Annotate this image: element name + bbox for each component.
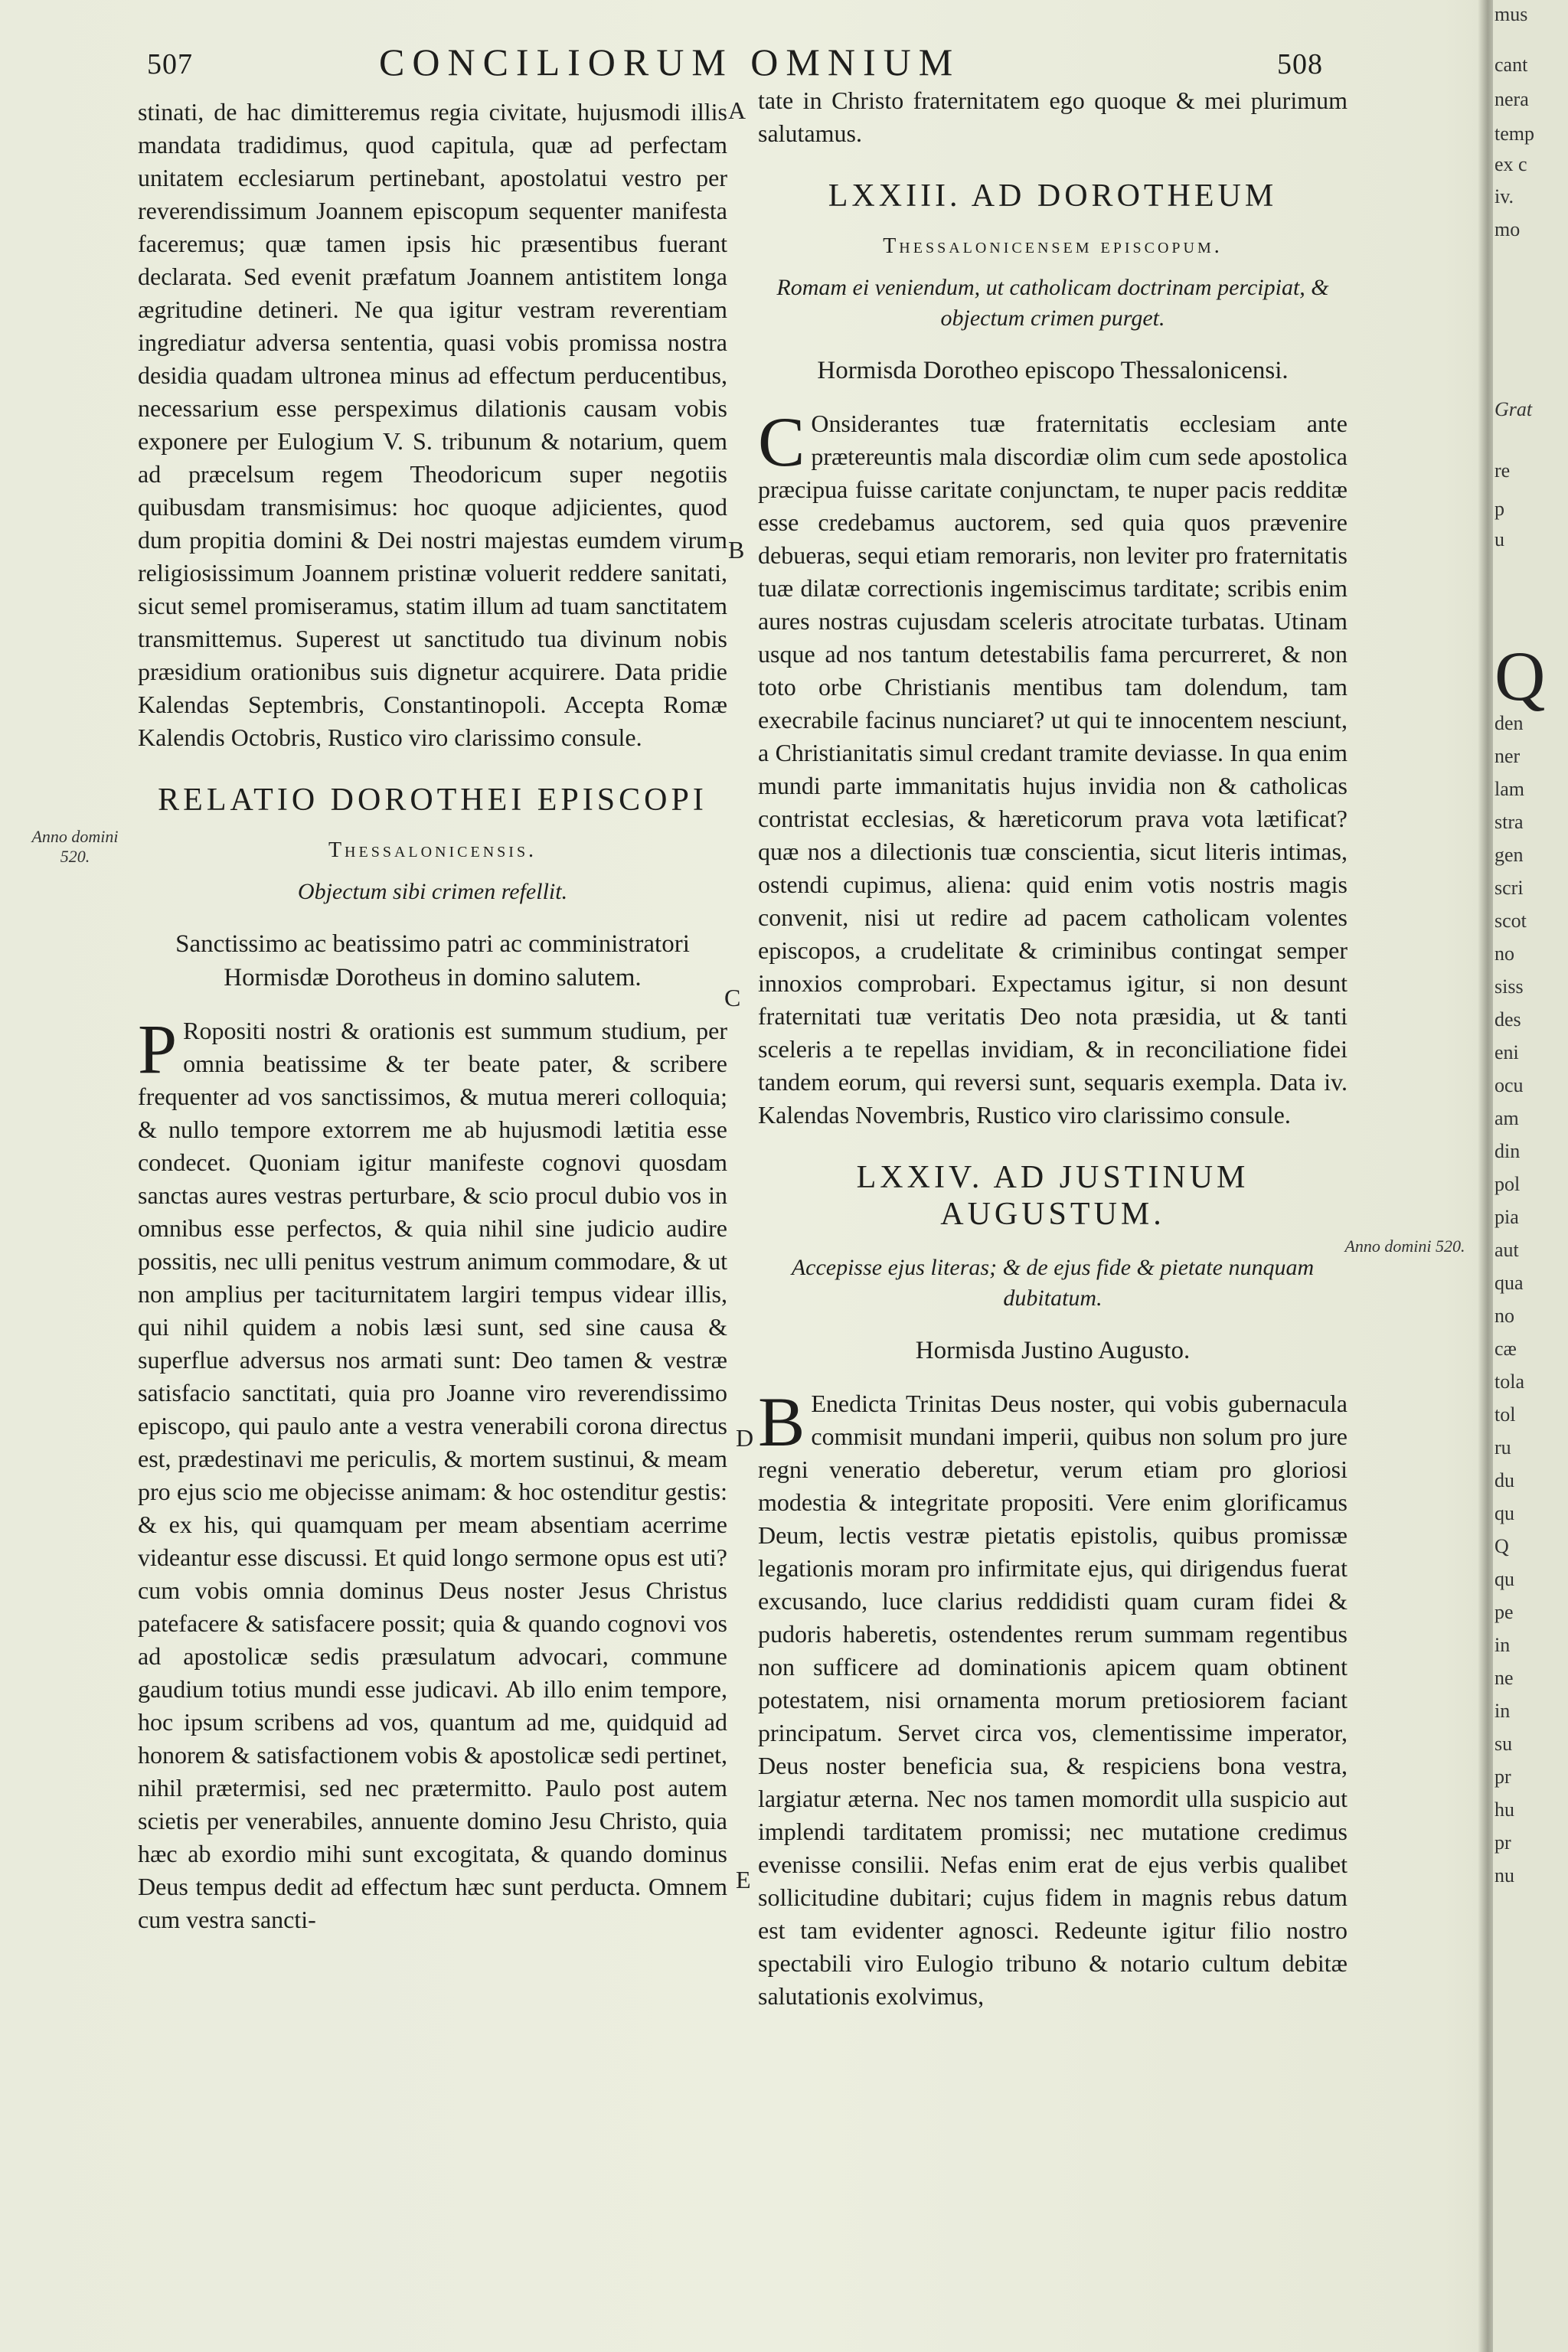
next-page-fragment: qua [1494,1272,1524,1294]
next-page-fragment: ocu [1494,1074,1524,1096]
marker-d: D [736,1424,754,1452]
next-page-fragment: no [1494,942,1514,965]
relatio-salutation: Sanctissimo ac beatissimo patri ac comministratori Hormisdæ Dorotheus in domino salutem. [175,930,690,991]
page-number-right: 508 [1277,48,1323,80]
page-header [0,40,1493,86]
relatio-subheading: Thessalonicensis. [328,838,537,862]
marker-e: E [736,1866,751,1893]
right-continuation-text: tate in Christo fraternitatem ego quoque & mei plurimum salutamus. [758,87,1348,147]
next-page-fragment: pr [1494,1831,1511,1854]
letter-73-heading: LXXIII. AD DOROTHEUM [828,178,1278,214]
letter-74-body-text: Enedicta Trinitas Deus noster, qui vobis gubernacula commisit mundani imperii, quibus non solum pro jure regni veneratio deberetur, verum etiam pro gloriosi modestia & integritate propositi. Vere enim glorificamus Deum, lectis vestræ pietatis epistolis, quibus promissæ legationis moram pro infirmitate ejus, qui dirigendus fuerat excusando, luce clarius reddidisti quam curam fidei & pudoris haberetis, ostendentes rerum summam regentibus non sufficere ad dominationis apicem quam obtinent potestatem, nisi ornamenta morum pretiosiorem faciant principatum. Servet circa vos, clementissime imperator, Deus noster beneficia sua, & respiciens bona vestra, largiatur æterna. Nec nos tamen momordit ulla suspicio aut implendi tarditatem promissi; nec mutatione credimus evenisse consilii. Nefas enim erat de ejus verbis qualibet sollicitudine dubitari; cujus fidem in magnis rebus datum est tam evidenter agnosci. Redeunte igitur filio nostro spectabili viro Eulogio tribuno & notario cultum debitæ salutationis exolvimus, [758,1390,1348,2010]
next-page-fragment: tol [1494,1403,1516,1426]
next-page-fragment: eni [1494,1041,1519,1063]
next-page-fragment: ner [1494,745,1521,767]
next-page-fragment: qu [1494,1502,1514,1524]
next-page-fragment: su [1494,1733,1513,1755]
margin-note-year-left: Anno domini 520. [31,827,119,866]
next-page-fragment: no [1494,1305,1514,1327]
next-page-fragment: p [1494,498,1504,520]
next-page-fragment: ne [1494,1667,1514,1689]
next-page-fragment: temp [1494,122,1534,145]
next-page-fragment: cæ [1494,1338,1517,1360]
next-page-fragment: in [1494,1634,1511,1656]
next-page-fragment: scri [1494,877,1524,899]
margin-note-year-right: Anno domini 520. [1344,1236,1465,1256]
next-page-fragment: iv. [1494,185,1514,207]
relatio-body [138,1010,727,1936]
page-number-left: 507 [147,48,193,80]
letter-74-heading: LXXIV. AD JUSTINUM AUGUSTUM. [856,1160,1250,1232]
next-page-fragment: pr [1494,1766,1511,1788]
next-page-fragment: gen [1494,844,1524,866]
next-page-fragment: pe [1494,1601,1514,1623]
left-continuation-text: stinati, de hac dimitteremus regia civitate, hujusmodi illis mandata tradidimus, quod capitula, quæ ad perfectam unitatem ecclesiarum pertinebant, apostolatui vestro per reverendissimum Joannem episcopum sequenter manifesta faceremus; quæ tamen ipsis hic præsentibus fuerant declarata. Sed evenit præfatum Joannem antistitem longa ægritudine detineri. Ne qua igitur vestram reverentiam ingrediatur adversa sententia, quasi vobis promissa nostra desidia quadam ultronea minus ad effectum perducentibus, necessarium esse perspeximus dilationis causam vobis exponere per Eulogium V. S. tribunum & notarium, quem ad præcelsum regem Theodoricum super negotiis quibusdam transmisimus: hoc quoque adjicientes, quod dum propitia domini & Dei nostri majestas eumdem virum religiosissimum Joannem pristinæ voluerit reddere sanitati, sicut semel promiseramus, statim illum ad tuam sanctitatem transmittemus. Superest ut sanctitudo tua divinum nobis præsidium orationibus suis dignetur acquirere. Data pridie Kalendas Septembris, Constantinopoli. Accepta Romæ Kalendis Octobris, Rustico viro clarissimo consule. [138,98,727,751]
next-page-fragment: in [1494,1700,1511,1722]
next-page-dropcap: Q [1494,637,1546,715]
next-page-fragment: mus [1494,3,1528,25]
letter-74-body [758,1383,1348,2013]
next-page-fragment: stra [1494,811,1524,833]
letter-74-summary: Accepisse ejus literas; & de ejus fide & pietate nunquam dubitatum. [791,1255,1315,1311]
next-page-fragment: nera [1494,88,1529,110]
letter-73-body-text: Onsiderantes tuæ fraternitatis ecclesiam ante prætereuntis mala discordiæ olim cum sede apostolica præcipua fuisse caritate conjunctam, te nuper pacis redditæ esse credebamus auctorem, sed quia quos prævenire debueras, sequi etiam remoraris, non leviter pro fraternitatis tuæ dilatæ correctionis ingemiscimus tarditate; scribis enim aures nostras cujusdam sceleris atrocitate turbatas. Utinam usque ad nos tantum detestabilis fama percurreret, & non toto orbe Christianis mentibus tam dolendum, tam execrabile facinus nunciaret? ut qui te innocentem nesciunt, a Christianitatis simul credant tramite deviasse. In qua enim mundi parte immanitatis hujus invidia non & catholicas contristat ecclesias, & hæreticorum prava vota lætificat? quæ nos a dilectionis tuæ conscientia, sicut literis intimas, ostendi cupimus, aliena: quid enim votis nostris magis convenit, nisi ut redire ad pacem catholicam volentes episcopos, a crudelitate & criminibus contingat semper innoxios comprobari. Expectamus igitur, si non desunt fraternitati tuæ veritatis Deo nota præsidia, ut & tanti sceleris a te repellas invidiam, & in reconciliatione fidei tandem eorum, qui reversi sunt, sequaris exempla. Data iv. Kalendas Novembris, Rustico viro clarissimo consule. [758,410,1348,1129]
next-page-fragment: aut [1494,1239,1519,1261]
next-page-fragment: din [1494,1140,1521,1162]
next-page-fragment: ru [1494,1436,1511,1459]
dropcap-c: C [758,403,805,481]
next-page-fragment: scot [1494,910,1527,932]
next-page-fragment: tola [1494,1370,1524,1393]
next-page-fragment: siss [1494,975,1524,998]
relatio-summary: Objectum sibi crimen refellit. [297,879,568,904]
next-page-fragment: pol [1494,1173,1521,1195]
relatio-body-text: Ropositi nostri & orationis est summum studium, per omnia beatissime & ter beate pater, & scribere frequenter ad vos sanctissimos, & mutua mereri colloquia; & nullo tempore extorrem me ab hujusmodi lætitia esse condecet. Quoniam igitur manifeste cognovi quosdam sanctas aures vestras perturbare, & scio procul dubio vos in omnibus esse perfectos, & quia nihil sine judicio audire possitis, nec ulli penitus vestrum animum commodare, & ut non amplius per taciturnitatem largiri tempus videar illis, qui nihil quidem a nobis læsi sunt, sed sine causa & superflue adversus nos armati sunt: Deo tamen & vestræ satisfacio sanctitati, quia pro Joanne viro reverendissimo episcopo, qui paulo ante a vestra venerabili corona directus est, prædestinavi me periculis, & mortem sustinui, & meam pro ejus scio me objecisse animam: & hoc ostenditur gestis: & ex his, qui quamquam per meam absentiam acerrime videantur esse discussi. Et quid longo sermone opus est uti? cum vobis omnia dominus Deus noster Jesus Christus patefacere & satisfacere possit; quia & quando cognovi vos ad apostolicæ sedis præsulatum advocari, commune gaudium totius mundi esse judicavi. Ab illo enim tempore, hoc ipsum scribens ad vos, quantum ad me, quidquid ad honorem & satisfactionem vobis & apostolicæ sedi pertinet, nihil prætermisi, sed nec prætermitto. Paulo post autem scietis per venerabiles, annuente domino Jesu Christo, quia hæc ab exordio mihi sunt excogitata, & quando dominus Deus tempus dedit ad effectum hæc sunt perducta. Omnem cum vestra sancti- [138,1017,727,1933]
next-page-fragment: nu [1494,1864,1514,1886]
next-page-fragment: re [1494,459,1511,482]
dropcap-p: P [138,1010,178,1088]
next-page-fragment: ex c [1494,153,1527,175]
right-column [758,84,1348,2013]
gutter-shadow [1478,0,1494,2352]
next-page-fragment: du [1494,1469,1514,1491]
marker-c: C [724,984,741,1011]
next-page-fragment: Grat [1494,398,1533,420]
running-title: CONCILIORUM OMNIUM [379,41,961,83]
left-column [138,96,727,1936]
next-page-edge [1493,0,1568,2352]
next-page-fragment: den [1494,712,1524,734]
letter-73-salutation: Hormisda Dorotheo episcopo Thessalonicensi. [817,357,1289,384]
relatio-heading: RELATIO DOROTHEI EPISCOPI [158,782,707,818]
next-page-fragment: mo [1494,218,1521,240]
marker-b: B [728,536,745,564]
next-page-fragment: cant [1494,54,1528,76]
next-page-fragment: u [1494,528,1504,550]
letter-73-body [758,403,1348,1132]
letter-74-salutation: Hormisda Justino Augusto. [915,1337,1191,1364]
next-page-fragment: lam [1494,778,1524,800]
next-page-fragment: pia [1494,1206,1519,1228]
marker-a: A [728,96,746,124]
dropcap-b: B [758,1383,805,1461]
next-page-fragment: am [1494,1107,1519,1129]
letter-73-subheading: Thessalonicensem episcopum. [883,234,1223,258]
next-page-fragment: Q [1494,1535,1509,1557]
letter-73-summary: Romam ei veniendum, ut catholicam doctrinam percipiat, & objectum crimen purget. [776,275,1329,331]
next-page-fragment: des [1494,1008,1521,1031]
next-page-fragment: hu [1494,1798,1514,1821]
next-page-fragment: qu [1494,1568,1514,1590]
